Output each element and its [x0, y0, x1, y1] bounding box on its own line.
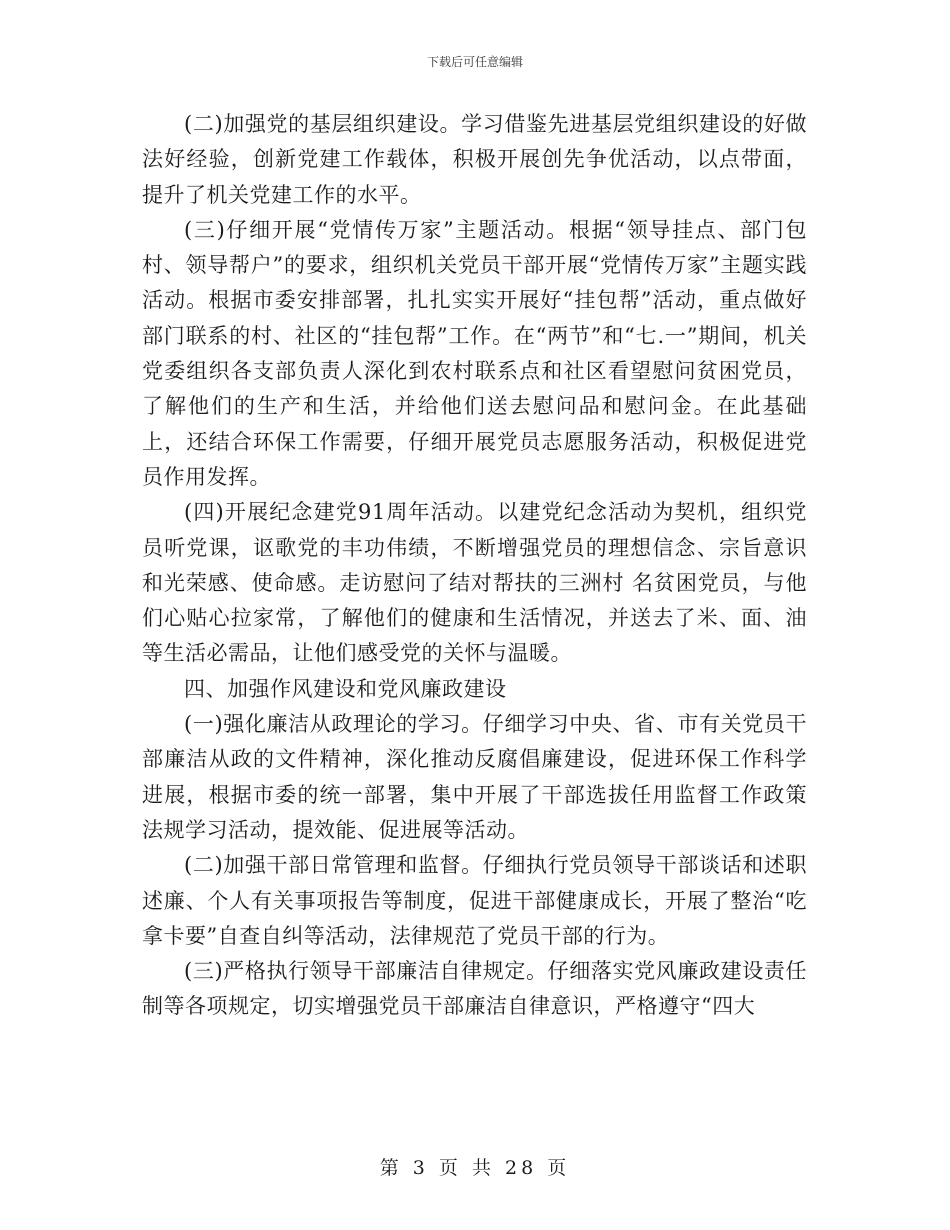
page-number-footer: 第 3 页 共 28 页: [379, 1157, 571, 1179]
paragraph-cadre-supervision: (二)加强干部日常管理和监督。仔细执行党员领导干部谈话和述职述廉、个人有关事项报告等制度，促进干部健康成长，开展了整治“吃拿卡要”自查自纠等活动，法律规范了党员干部的行为。: [142, 853, 807, 948]
paragraph-91st-anniversary: (四)开展纪念建党91周年活动。以建党纪念活动为契机，组织党员听党课，讴歌党的丰功伟绩，不断增强党员的理想信念、宗旨意识和光荣感、使命感。走访慰问了结对帮扶的三洲村 名贫困党员，与他们心贴心拉家常，了解他们的健康和生活情况，并送去了米、面、油等生活必需品，让他们感受党的关怀与温暖。: [142, 500, 807, 666]
paragraph-self-discipline: (三)严格执行领导干部廉洁自律规定。仔细落实党风廉政建设责任制等各项规定，切实增强党员干部廉洁自律意识，严格遵守“四大: [142, 959, 807, 1019]
paragraph-strengthen-grassroots: (二)加强党的基层组织建设。学习借鉴先进基层党组织建设的好做法好经验，创新党建工作载体，积极开展创先争优活动，以点带面，提升了机关党建工作的水平。: [142, 112, 807, 207]
paragraph-integrity-study: (一)强化廉洁从政理论的学习。仔细学习中央、省、市有关党员干部廉洁从政的文件精神，深化推动反腐倡廉建设，促进环保工作科学进展，根据市委的统一部署，集中开展了干部选拔任用监督工作政策法规学习活动，提效能、促进展等活动。: [142, 712, 807, 842]
paragraph-party-love-campaign: (三)仔细开展“党情传万家”主题活动。根据“领导挂点、部门包村、领导帮户”的要求，组织机关党员干部开展“党情传万家”主题实践活动。根据市委安排部署，扎扎实实开展好“挂包帮”活动，重点做好部门联系的村、社区的“挂包帮”工作。在“两节”和“七.一”期间，机关党委组织各支部负责人深化到农村联系点和社区看望慰问贫困党员，了解他们的生产和生活，并给他们送去慰问品和慰问金。在此基础上，还结合环保工作需要，仔细开展党员志愿服务活动，积极促进党员作用发挥。: [142, 217, 807, 489]
page-header: 下载后可任意编辑: [426, 55, 523, 69]
section-heading-four: 四、加强作风建设和党风廉政建设: [184, 676, 507, 701]
document-body: [142, 107, 807, 1025]
